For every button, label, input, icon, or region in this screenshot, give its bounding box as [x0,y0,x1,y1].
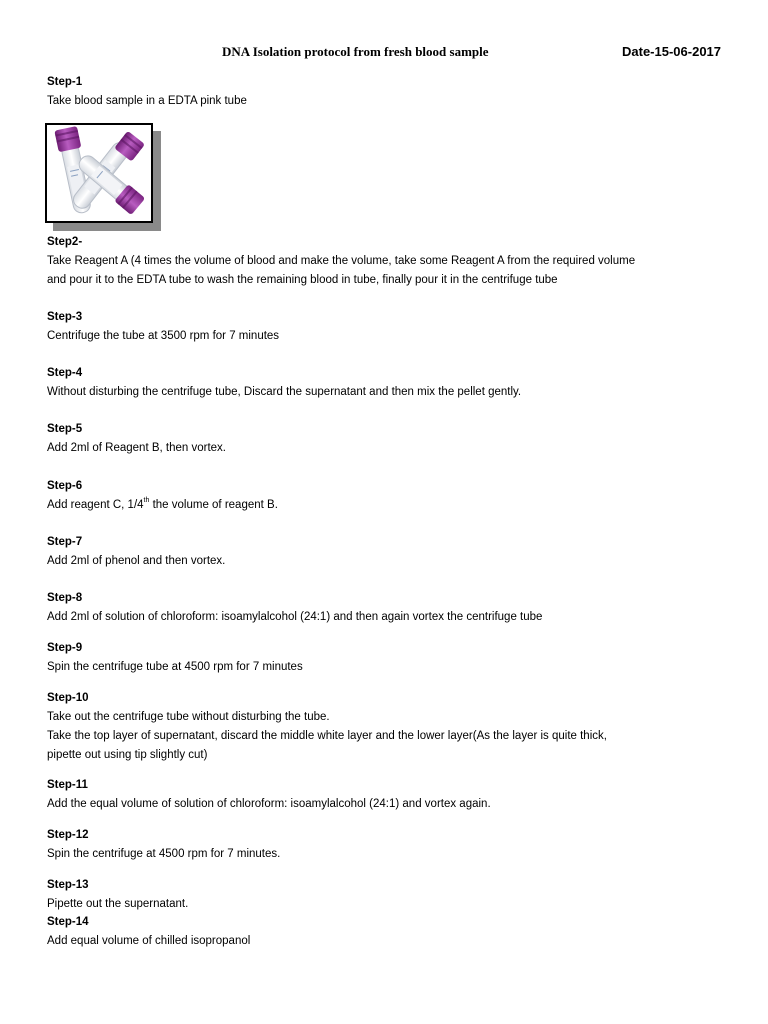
step-10 [47,689,727,765]
document-title: DNA Isolation protocol from fresh blood sample [222,44,489,59]
step-13 [47,876,727,914]
step-text: Spin the centrifuge at 4500 rpm for 7 minutes. [47,848,281,860]
step-title: Step-9 [47,642,83,654]
step-title: Step-1 [47,76,83,88]
step-8 [47,589,727,627]
step-title: Step-5 [47,423,83,435]
step-title: Step-14 [47,916,89,928]
step-text: Pipette out the supernatant. [47,898,189,910]
step-text: Without disturbing the centrifuge tube, Discard the supernatant and then mix the pellet gently. [47,386,522,398]
step-text: Centrifuge the tube at 3500 rpm for 7 minutes [47,330,280,342]
step-title: Step-8 [47,592,83,604]
step-title: Step-13 [47,879,89,891]
step-title: Step-12 [47,829,89,841]
step-text: Add 2ml of solution of chloroform: isoamylalcohol (24:1) and then again vortex the centrifuge tube [47,611,543,623]
step-5 [47,420,727,458]
step-text: Add equal volume of chilled isopropanol [47,935,251,947]
step-6 [47,477,727,515]
step-3 [47,308,727,346]
document-date: Date-15-06-2017 [622,44,722,59]
step-text: pipette out using tip slightly cut) [47,749,208,761]
step-title: Step-7 [47,536,83,548]
step-text: Add the equal volume of solution of chloroform: isoamylalcohol (24:1) and vortex again. [47,798,491,810]
step-7 [47,533,727,571]
step-14 [47,913,727,951]
step-text: Spin the centrifuge tube at 4500 rpm for 7 minutes [47,661,303,673]
step-text-part: the volume of reagent B. [149,499,278,511]
edta-tubes-photo [45,123,153,223]
step-title: Step-6 [47,480,83,492]
step-text: Take Reagent A (4 times the volume of blood and make the volume, take some Reagent A from the required volume [47,255,636,267]
step-text [47,496,727,515]
step-1 [47,73,727,111]
step-text-part: Add reagent C, 1/4 [47,499,144,511]
step-title: Step-10 [47,692,89,704]
step-2 [47,233,727,290]
step-text: Take blood sample in a EDTA pink tube [47,95,247,107]
step-4 [47,364,727,402]
step-11 [47,776,727,814]
step-text: Take the top layer of supernatant, discard the middle white layer and the lower layer(As the layer is quite thick, [47,730,607,742]
step-12 [47,826,727,864]
superscript: th [143,497,150,505]
step-title: Step2- [47,236,83,248]
step-text: and pour it to the EDTA tube to wash the remaining blood in tube, finally pour it in the centrifuge tube [47,274,558,286]
step-title: Step-3 [47,311,83,323]
step-title: Step-11 [47,779,88,791]
step-text: Take out the centrifuge tube without disturbing the tube. [47,711,330,723]
edta-tube-icon [47,125,151,221]
step-title: Step-4 [47,367,83,379]
step-9 [47,639,727,677]
step-text: Add 2ml of Reagent B, then vortex. [47,442,226,454]
step-text: Add 2ml of phenol and then vortex. [47,555,226,567]
